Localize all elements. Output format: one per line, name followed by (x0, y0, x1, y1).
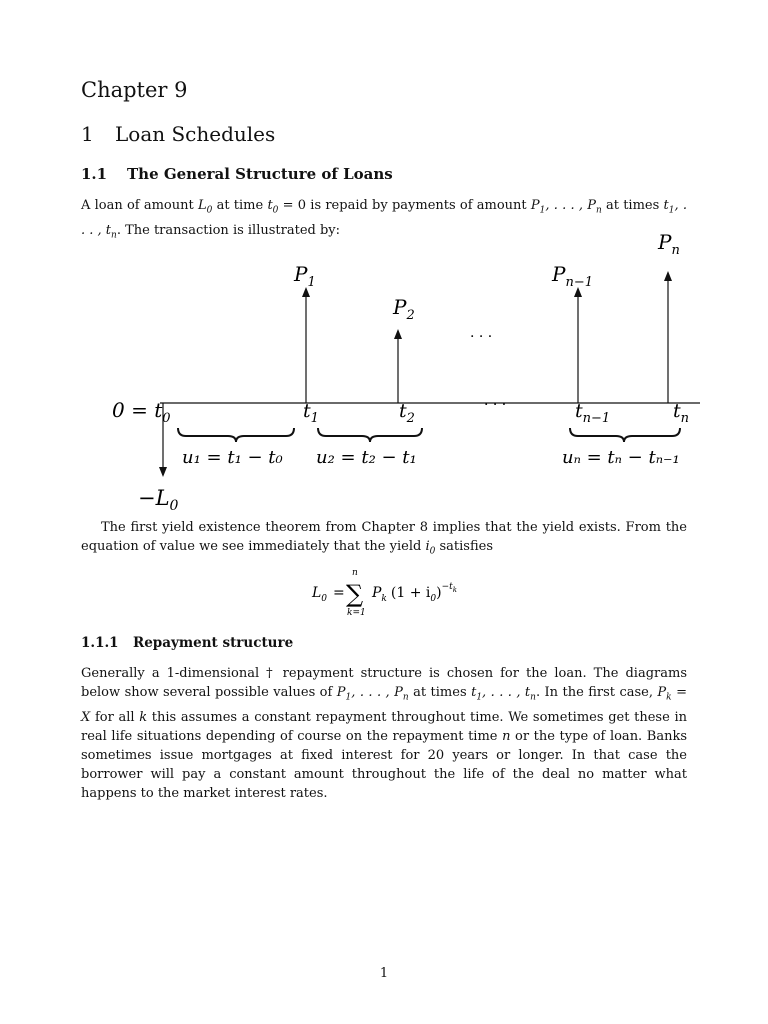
time-label-n-1: $t_{n-1}$ (575, 400, 611, 426)
math-i0: $i_0$ (425, 539, 436, 557)
repayment-paragraph (81, 664, 687, 803)
equation-of-value (0, 565, 768, 625)
time-label-2: $t_2$ (399, 400, 415, 426)
sum-upper: n (352, 568, 358, 578)
time-label-n: $t_n$ (673, 400, 690, 426)
math-k: k (139, 709, 148, 725)
eq-equals: = (333, 585, 345, 601)
brace-n (570, 428, 680, 442)
text-run: satisfies (435, 539, 493, 554)
page-number: 1 (379, 966, 389, 981)
subsubsection-title: Repayment structure (133, 635, 294, 651)
arrowhead (664, 271, 672, 281)
interval-label-n: uₙ = tₙ − tₙ₋₁ (562, 447, 680, 468)
chapter-heading: Chapter 9 (81, 78, 188, 102)
payment-label-1: $P_1$ (294, 262, 316, 290)
arrowhead (394, 329, 402, 339)
text-run: at times (601, 198, 664, 213)
text-run: A loan of amount (81, 198, 198, 213)
brace-1 (178, 428, 294, 442)
subsubsection-heading (81, 635, 293, 651)
yield-paragraph (81, 518, 687, 562)
text-run: for all (90, 709, 140, 725)
math-P-list: $P_1$, . . . , $P_n$ (530, 198, 602, 216)
loan-arrowhead (159, 467, 167, 477)
payment-label-n: $P_n$ (658, 230, 680, 258)
text-run: this assumes a constant repayment throughout time. We sometimes get these in real life situations depending of course on the repayment time (81, 709, 687, 744)
math-L0: $L_0$ (197, 198, 213, 216)
math-t-list: $t_1$, . . . , $t_n$ (81, 198, 687, 241)
subsection-number: 1.1 (81, 165, 108, 183)
dots-upper: · · · (470, 329, 493, 345)
sum-sigma: ∑ (346, 580, 364, 608)
subsection-title: The General Structure of Loans (127, 165, 393, 183)
text-run: . The transaction is illustrated by: (116, 222, 341, 238)
section-number: 1 (81, 122, 94, 146)
eq-lhs: $L_0$ (312, 585, 328, 604)
payment-label-n-1: $P_{n-1}$ (552, 262, 594, 290)
math-t-list: $t_1$, . . . , $t_n$ (471, 685, 536, 703)
text-run: at time (212, 198, 268, 213)
payment-label-2: $P_2$ (393, 295, 415, 323)
text-run: Generally a 1-dimensional † repayment structure is chosen for the loan. The diagrams below show several possible values of (81, 666, 687, 700)
time-label-1: $t_1$ (303, 400, 319, 426)
section-title: Loan Schedules (115, 122, 276, 146)
math-t0: $t_0$ (267, 198, 279, 216)
origin-label: $0 = t_0$ (112, 398, 171, 426)
math-P-list: $P_1$, . . . , $P_n$ (336, 685, 409, 703)
dots-axis: · · · (484, 397, 507, 413)
brace-2 (318, 428, 422, 442)
interval-label-2: u₂ = t₂ − t₁ (316, 447, 417, 468)
math-n: n (502, 728, 511, 744)
math-Pk-eq-X: $P_k = X$ (81, 685, 687, 725)
subsubsection-number: 1.1.1 (81, 635, 119, 651)
sum-lower: k=1 (347, 608, 366, 618)
cashflow-diagram (0, 222, 768, 525)
eq-term: $P_k$ $(1 + i_0)^{-t}_k$ (372, 582, 457, 604)
interval-label-1: u₁ = t₁ − t₀ (182, 447, 283, 468)
loan-label: $-L_0$ (138, 486, 179, 514)
section-heading (81, 122, 275, 146)
text-run: or the type of loan. Banks sometimes issue mortgages at fixed interest for 20 years or longer. In that case the borrower will pay a constant amount throughout the life of the deal no matter what happens to the market interest rates. (81, 728, 688, 801)
subsection-heading (81, 165, 393, 183)
text-run: The first yield existence theorem from Chapter 8 implies that the yield exists. From the equation of value we see immediately that the yield (81, 520, 687, 554)
text-run: . In the first case, (535, 685, 658, 700)
text-run: at times (408, 685, 472, 700)
text-run: = 0 is repaid by payments of amount (278, 198, 531, 213)
